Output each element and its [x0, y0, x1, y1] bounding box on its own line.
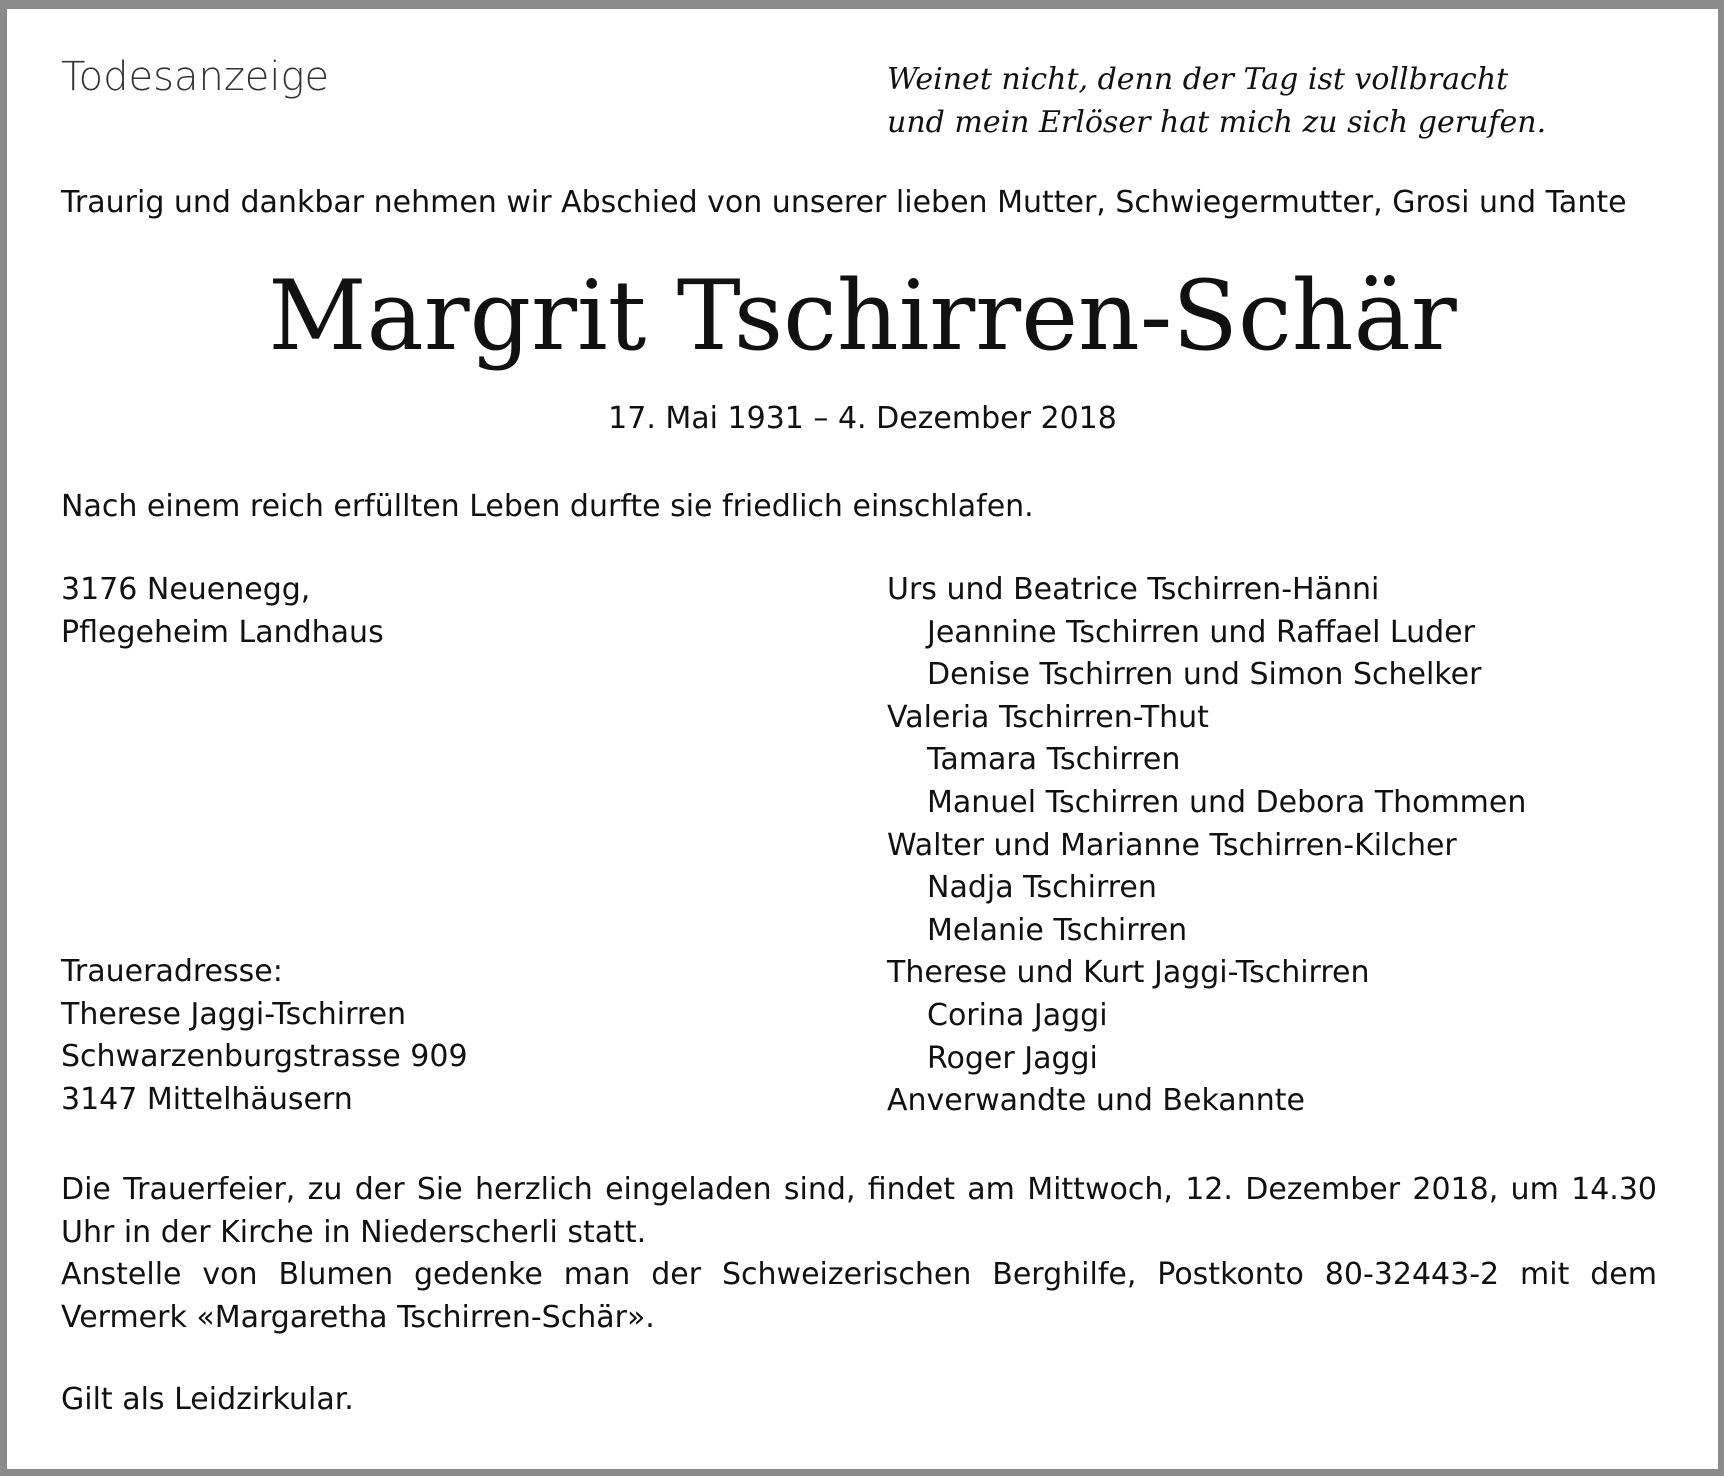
- residence-address: [61, 569, 384, 654]
- mourner-name: Roger Jaggi: [927, 1040, 1098, 1076]
- life-statement: Nach einem reich erfüllten Leben durfte sie friedlich einschlafen.: [61, 489, 1034, 524]
- mourner-name: Anverwandte und Bekannte: [887, 1083, 1305, 1119]
- mourner-name: Manuel Tschirren und Debora Thommen: [927, 784, 1527, 820]
- intro-text: Traurig und dankbar nehmen wir Abschied von unserer lieben Mutter, Schwiegermutter, Grosi und Tante: [61, 185, 1627, 220]
- mourning-address: [61, 951, 468, 1121]
- circular-note: Gilt als Leidzirkular.: [61, 1382, 354, 1417]
- mourner-name: Valeria Tschirren-Thut: [887, 699, 1209, 735]
- verse-quote: [887, 59, 1546, 144]
- mourners-list: [887, 569, 1526, 1123]
- address-line: Pflegeheim Landhaus: [61, 614, 384, 650]
- mourner-name: Corina Jaggi: [927, 997, 1108, 1033]
- address-line: Traueradresse:: [61, 954, 283, 989]
- verse-line: und mein Erlöser hat mich zu sich gerufen.: [887, 104, 1547, 140]
- address-line: 3176 Neuenegg,: [61, 572, 311, 607]
- service-info: Die Trauerfeier, zu der Sie herzlich eingeladen sind, findet am Mittwoch, 12. Dezember 2018, um 14.30 Uhr in der Kirche in Niederscherli statt.: [61, 1172, 1657, 1250]
- notice-heading: Todesanzeige: [61, 54, 330, 100]
- address-line: Schwarzenburgstrasse 909: [61, 1039, 468, 1075]
- mourner-name: Nadja Tschirren: [927, 870, 1157, 906]
- address-line: Therese Jaggi-Tschirren: [61, 996, 407, 1032]
- obituary-notice: [7, 9, 1718, 1469]
- mourner-name: Denise Tschirren und Simon Schelker: [927, 657, 1482, 693]
- donation-info: Anstelle von Blumen gedenke man der Schweizerischen Berghilfe, Postkonto 80-32443-2 mit dem Vermerk «Margaretha Tschirren-Schär».: [61, 1257, 1657, 1335]
- mourner-name: Walter und Marianne Tschirren-Kilcher: [887, 827, 1457, 863]
- deceased-name: Margrit Tschirren-Schär: [268, 260, 1457, 372]
- mourner-name: Melanie Tschirren: [927, 912, 1188, 948]
- verse-line: Weinet nicht, denn der Tag ist vollbracht: [887, 62, 1509, 97]
- address-line: 3147 Mittelhäusern: [61, 1081, 353, 1117]
- mourner-name: Tamara Tschirren: [927, 742, 1181, 778]
- closing-text: [61, 1169, 1657, 1339]
- mourner-name: Jeannine Tschirren und Raffael Luder: [927, 614, 1475, 650]
- mourner-name: Urs und Beatrice Tschirren-Hänni: [887, 572, 1380, 607]
- life-dates: 17. Mai 1931 – 4. Dezember 2018: [608, 401, 1117, 436]
- mourner-name: Therese und Kurt Jaggi-Tschirren: [887, 955, 1370, 991]
